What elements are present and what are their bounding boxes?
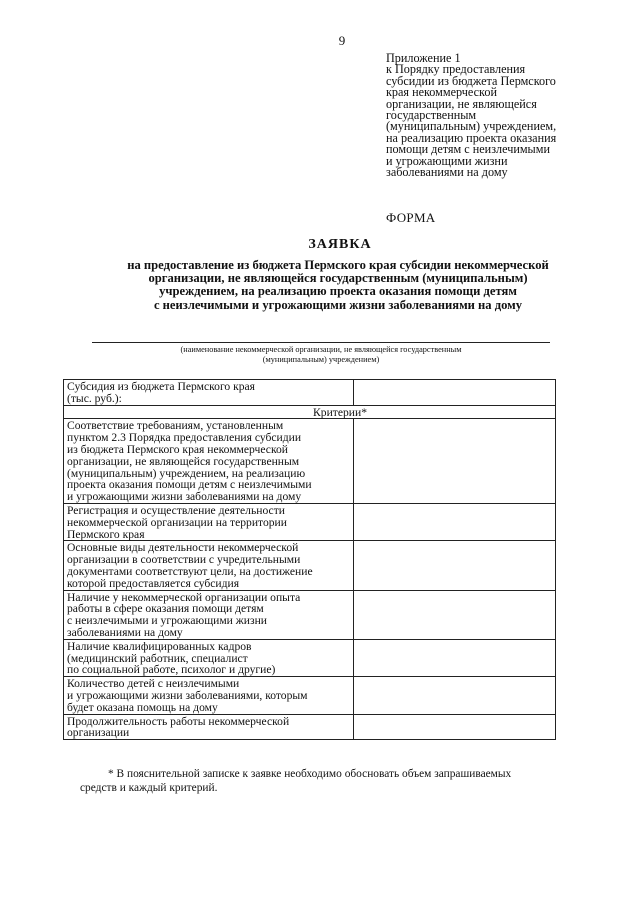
criterion-value-cell[interactable] <box>354 714 556 740</box>
document-title: ЗАЯВКА <box>308 237 372 252</box>
criterion-value-cell[interactable] <box>354 419 556 504</box>
cell-line: будет оказана помощь на дому <box>67 700 218 714</box>
appendix-line: к Порядку предоставления <box>386 62 526 77</box>
appendix-line: и угрожающими жизни <box>386 153 508 168</box>
criterion-value-cell[interactable] <box>354 541 556 590</box>
criterion-label <box>64 639 354 676</box>
table-row <box>64 541 556 590</box>
footnote-line: средств и каждый критерий. <box>80 781 218 794</box>
organization-name-line[interactable] <box>92 342 550 343</box>
criterion-value-cell[interactable] <box>354 503 556 540</box>
cell-line: проекта оказания помощи детям с неизлечимыми <box>67 478 312 492</box>
appendix-line: (муниципальным) учреждением, <box>386 119 557 134</box>
cell-line: некоммерческой организации на территории <box>67 515 287 529</box>
document-subtitle <box>58 259 618 312</box>
criteria-header: Критерии* <box>64 405 556 419</box>
criterion-label <box>64 714 354 740</box>
criterion-label <box>64 590 354 639</box>
cell-line: Количество детей с неизлечимыми <box>67 677 240 691</box>
appendix-line: края некоммерческой <box>386 85 497 100</box>
table-row <box>64 714 556 740</box>
subsidy-value-cell[interactable] <box>354 380 556 406</box>
criterion-label <box>64 419 354 504</box>
form-label: ФОРМА <box>386 210 436 225</box>
table-row <box>64 503 556 540</box>
cell-line: Продолжительность работы некоммерческой <box>67 714 290 728</box>
criterion-label <box>64 503 354 540</box>
cell-line: работы в сфере оказания помощи детям <box>67 602 264 616</box>
footnote-line: * В пояснительной записке к заявке необходимо обосновать объем запрашиваемых <box>108 768 512 780</box>
cell-line: с неизлечимыми и угрожающими жизни <box>67 614 267 628</box>
subtitle-line: на предоставление из бюджета Пермского края субсидии некоммерческой <box>127 258 549 272</box>
criterion-value-cell[interactable] <box>354 677 556 714</box>
appendix-line: на реализацию проекта оказания <box>386 130 557 145</box>
appendix-line: помощи детям с неизлечимыми <box>386 142 550 157</box>
criteria-header-row <box>64 405 556 419</box>
cell-line: Регистрация и осуществление деятельности <box>67 503 285 517</box>
subsidy-row <box>64 380 556 406</box>
cell-line: (медицинский работник, специалист <box>67 651 248 665</box>
cell-line: организации <box>67 726 130 740</box>
footnote <box>80 768 588 795</box>
cell-line: и угрожающими жизни заболеваниями, которым <box>67 688 308 702</box>
cell-line: Наличие у некоммерческой организации опыта <box>67 590 301 604</box>
application-table <box>63 379 556 740</box>
cell-line: Субсидия из бюджета Пермского края <box>67 380 256 393</box>
caption-line: (муниципальным) учреждением) <box>262 355 380 364</box>
appendix-line: заболеваниями на дому <box>386 165 508 180</box>
appendix-line: государственным <box>386 108 477 123</box>
cell-line: Основные виды деятельности некоммерческой <box>67 541 299 555</box>
table-row <box>64 677 556 714</box>
cell-line: организации в соответствии с учредительными <box>67 553 301 567</box>
cell-line: Наличие квалифицированных кадров <box>67 639 252 653</box>
criterion-value-cell[interactable] <box>354 590 556 639</box>
cell-line: из бюджета Пермского края некоммерческой <box>67 442 288 456</box>
criterion-value-cell[interactable] <box>354 639 556 676</box>
table-row <box>64 419 556 504</box>
appendix-header <box>386 53 616 178</box>
cell-line: организации, не являющейся государственным <box>67 454 300 468</box>
table-row <box>64 590 556 639</box>
cell-line: документами соответствуют цели, на достижение <box>67 564 313 578</box>
cell-line: заболеваниями на дому <box>67 625 183 639</box>
cell-line: пунктом 2.3 Порядка предоставления субсидии <box>67 431 302 445</box>
cell-line: которой предоставляется субсидия <box>67 576 240 590</box>
subtitle-line: организации, не являющейся государственным (муниципальным) <box>148 271 528 286</box>
criterion-label <box>64 677 354 714</box>
page-number: 9 <box>338 33 346 48</box>
cell-line: (тыс. руб.): <box>67 391 122 405</box>
appendix-line: организации, не являющейся <box>386 96 537 111</box>
appendix-line: Приложение 1 <box>386 51 461 65</box>
subtitle-line: учреждением, на реализацию проекта оказания помощи детям <box>159 284 517 299</box>
table-row <box>64 639 556 676</box>
subtitle-line: с неизлечимыми и угрожающими жизни заболеваниями на дому <box>153 297 523 312</box>
cell-line: Соответствие требованиям, установленным <box>67 419 284 433</box>
caption-line: (наименование некоммерческой организации, не являющейся государственным <box>180 345 462 354</box>
subsidy-label <box>64 380 354 406</box>
cell-line: Пермского края <box>67 527 145 541</box>
cell-line: и угрожающими жизни заболеваниями на дому <box>67 490 302 504</box>
cell-line: (муниципальным) учреждением, на реализацию <box>67 466 306 480</box>
criterion-label <box>64 541 354 590</box>
appendix-line: субсидии из бюджета Пермского <box>386 73 556 88</box>
cell-line: по социальной работе, психолог и другие) <box>67 663 276 677</box>
organization-name-caption <box>92 345 550 365</box>
